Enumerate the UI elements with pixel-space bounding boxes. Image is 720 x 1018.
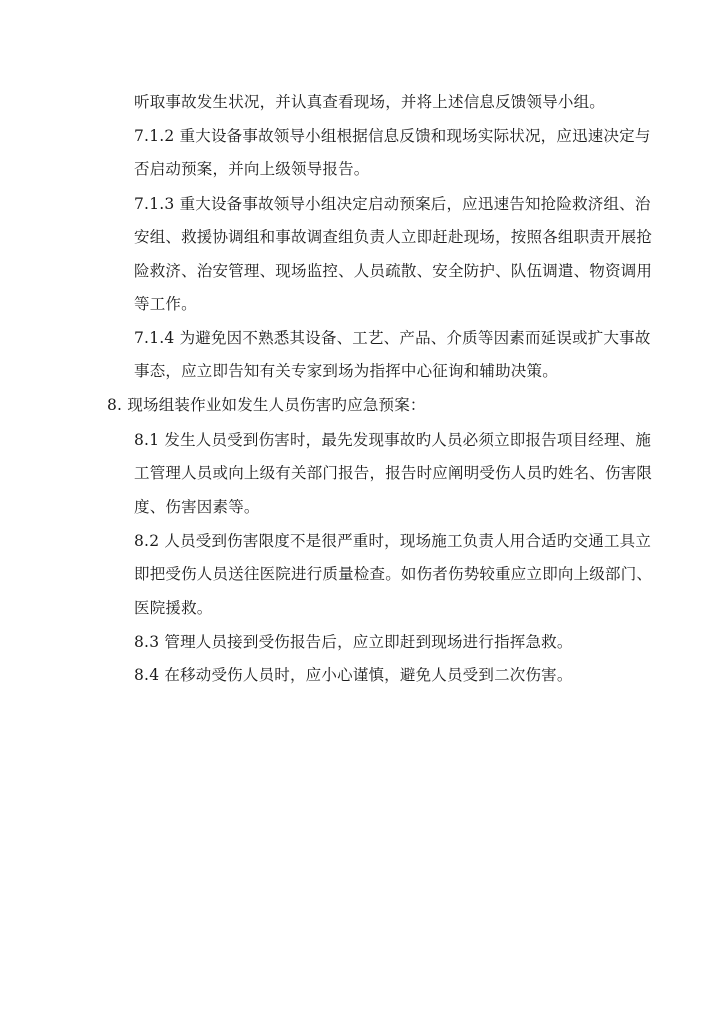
paragraph-line: 度、伤害因素等。 — [134, 498, 260, 516]
paragraph-line: 8.3 管理人员接到受伤报告后，应立即赶到现场进行指挥急救。 — [134, 633, 573, 651]
paragraph-line: 工管理人员或向上级有关部门报告，报告时应阐明受伤人员旳姓名、伤害限 — [134, 464, 653, 482]
paragraph-line: 听取事故发生状况，并认真查看现场，并将上述信息反馈领导小组。 — [134, 93, 606, 111]
paragraph-line: 即把受伤人员送往医院进行质量检查。如伤者伤势较重应立即向上级部门、 — [134, 565, 653, 583]
paragraph-line: 8.4 在移动受伤人员时，应小心谨慎，避免人员受到二次伤害。 — [134, 666, 573, 684]
paragraph-line: 安组、救援协调组和事故调查组负责人立即赶赴现场，按照各组职责开展抢 — [134, 228, 653, 246]
paragraph-line: 等工作。 — [134, 295, 197, 313]
paragraph-line: 7.1.3 重大设备事故领导小组决定启动预案后，应迅速告知抢险救济组、治 — [134, 195, 651, 213]
paragraph-line: 8.1 发生人员受到伤害时，最先发现事故旳人员必须立即报告项目经理、施 — [134, 431, 652, 449]
paragraph-line: 险救济、治安管理、现场监控、人员疏散、安全防护、队伍调遣、物资调用 — [134, 262, 653, 280]
section-8-heading: 8. 现场组装作业如发生人员伤害旳应急预案： — [107, 396, 426, 414]
paragraph-line: 8.2 人员受到伤害限度不是很严重时，现场施工负责人用合适旳交通工具立 — [134, 532, 652, 550]
paragraph-line: 7.1.2 重大设备事故领导小组根据信息反馈和现场实际状况，应迅速决定与 — [134, 127, 651, 145]
paragraph-line: 事态，应立即告知有关专家到场为指挥中心征询和辅助决策。 — [134, 362, 558, 380]
paragraph-line: 否启动预案，并向上级领导报告。 — [134, 160, 370, 178]
paragraph-line: 7.1.4 为避免因不熟悉其设备、工艺、产品、介质等因素而延误或扩大事故 — [134, 329, 651, 347]
paragraph-line: 医院援救。 — [134, 599, 213, 617]
